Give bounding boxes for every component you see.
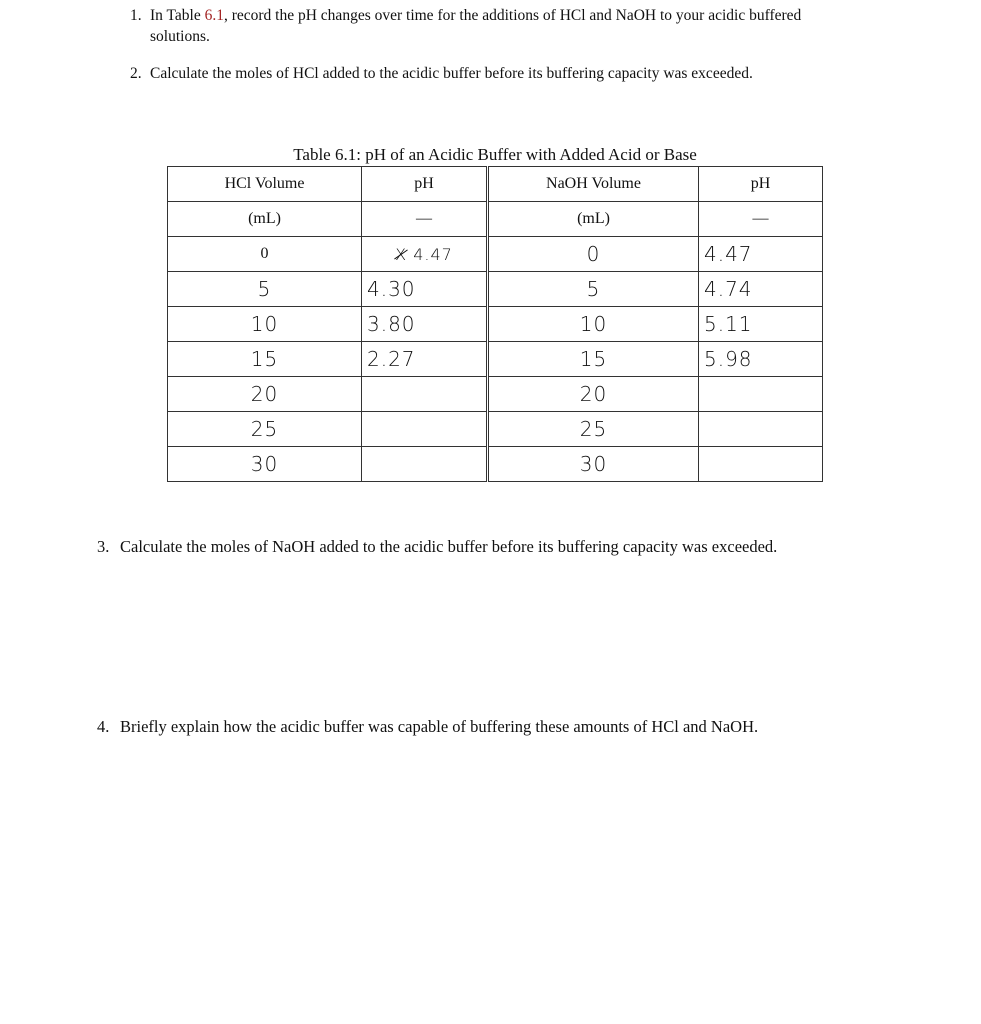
naoh-ph-cell: 5.11 xyxy=(699,307,823,342)
naoh-volume-cell: 30 xyxy=(488,447,699,482)
naoh-volume-cell: 0 xyxy=(488,237,699,272)
table-row xyxy=(168,342,823,377)
question-number: 4. xyxy=(97,717,110,736)
table-row xyxy=(168,447,823,482)
hcl-volume-cell: 30 xyxy=(168,447,362,482)
header-hcl-ph: pH xyxy=(362,167,488,202)
table-row xyxy=(168,237,823,272)
naoh-ph-cell: 5.98 xyxy=(699,342,823,377)
table-row xyxy=(168,377,823,412)
naoh-volume-cell: 10 xyxy=(488,307,699,342)
naoh-ph-cell: 4.47 xyxy=(699,237,823,272)
table-caption: Table 6.1: pH of an Acidic Buffer with Added Acid or Base xyxy=(293,145,697,164)
table-units-row xyxy=(168,202,823,237)
naoh-ph-cell: 4.74 xyxy=(699,272,823,307)
hcl-volume-cell: 20 xyxy=(168,377,362,412)
question-text: Calculate the moles of NaOH added to the acidic buffer before its buffering capacity was exceeded. xyxy=(120,537,778,556)
header-hcl-volume: HCl Volume xyxy=(168,167,362,202)
naoh-ph-cell xyxy=(699,447,823,482)
hcl-ph-cell xyxy=(362,377,488,412)
hcl-volume-cell: 25 xyxy=(168,412,362,447)
hcl-ph-cell xyxy=(362,447,488,482)
table-row xyxy=(168,412,823,447)
unit-naoh-volume: (mL) xyxy=(488,202,699,237)
hcl-ph-cell: 4.30 xyxy=(362,272,488,307)
table-row xyxy=(168,272,823,307)
hcl-volume-cell: 5 xyxy=(168,272,362,307)
question-text: In Table 6.1, record the pH changes over time for the additions of HCl and NaOH to your acidic buffered solutions. xyxy=(150,7,802,45)
table-header-row xyxy=(168,167,823,202)
naoh-volume-cell: 5 xyxy=(488,272,699,307)
hcl-volume-cell: 10 xyxy=(168,307,362,342)
hcl-ph-cell: 3.80 xyxy=(362,307,488,342)
naoh-ph-cell xyxy=(699,412,823,447)
ph-data-table xyxy=(167,166,823,482)
unit-hcl-volume: (mL) xyxy=(168,202,362,237)
naoh-ph-cell xyxy=(699,377,823,412)
header-naoh-volume: NaOH Volume xyxy=(488,167,699,202)
hcl-ph-cell: 2.27 xyxy=(362,342,488,377)
hcl-volume-cell: 15 xyxy=(168,342,362,377)
question-number: 2. xyxy=(130,65,142,82)
question-text: Calculate the moles of HCl added to the acidic buffer before its buffering capacity was exceeded. xyxy=(150,65,753,82)
question-text: Briefly explain how the acidic buffer was capable of buffering these amounts of HCl and NaOH. xyxy=(120,717,759,736)
question-number: 3. xyxy=(97,537,110,556)
table-row xyxy=(168,307,823,342)
naoh-volume-cell: 15 xyxy=(488,342,699,377)
question-number: 1. xyxy=(130,7,142,24)
naoh-volume-cell: 20 xyxy=(488,377,699,412)
unit-naoh-ph: — xyxy=(699,202,823,237)
crossed-out-mark: X xyxy=(395,244,408,264)
hcl-ph-cell xyxy=(362,412,488,447)
unit-hcl-ph: — xyxy=(362,202,488,237)
hcl-ph-cell: X 4.47 xyxy=(362,237,488,272)
table-reference-link[interactable]: 6.1 xyxy=(204,7,224,24)
naoh-volume-cell: 25 xyxy=(488,412,699,447)
hcl-volume-cell: 0 xyxy=(168,237,362,272)
header-naoh-ph: pH xyxy=(699,167,823,202)
